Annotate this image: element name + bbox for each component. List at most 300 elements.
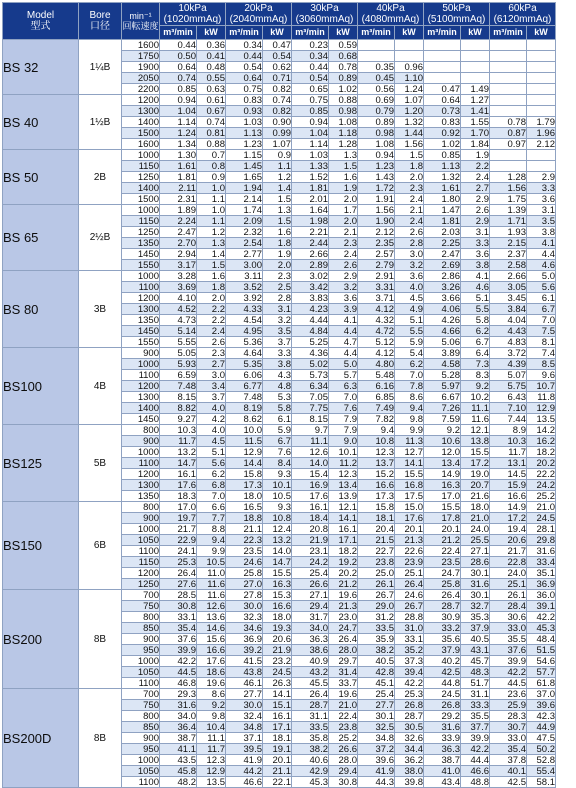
power-10kpa-cell: 1.0 [197,183,226,194]
power-20kpa-cell: 0.71 [263,73,292,84]
flow-40kpa-cell: 1.56 [358,205,395,216]
flow-60kpa-cell: 2.15 [490,238,527,249]
power-20kpa-cell: 4.8 [263,381,292,392]
flow-20kpa-cell: 14.4 [226,458,263,469]
power-20kpa-cell: 22.1 [263,777,292,788]
flow-20kpa-cell: 27.7 [226,689,263,700]
rpm-cell: 1000 [122,150,160,161]
power-30kpa-cell: 2.0 [329,194,358,205]
power-40kpa-cell: 39.8 [395,777,424,788]
power-40kpa-cell: 26.7 [395,601,424,612]
power-40kpa-cell: 6.2 [395,359,424,370]
flow-30kpa-cell: 1.98 [292,216,329,227]
power-20kpa-cell: 1.4 [263,183,292,194]
power-30kpa-cell: 1.3 [329,150,358,161]
bore-size: 8B [79,689,122,788]
power-40kpa-cell: 5.5 [395,326,424,337]
flow-60kpa-cell: 40.1 [490,766,527,777]
power-10kpa-cell: 9.4 [197,535,226,546]
flow-40kpa-cell: 27.7 [358,700,395,711]
power-40kpa-cell: 8.6 [395,392,424,403]
power-40kpa-cell: 7.0 [395,370,424,381]
power-20kpa-cell: 5.3 [263,392,292,403]
model-name: BS 40 [3,95,79,150]
flow-50kpa-cell: 2.03 [424,227,461,238]
flow-10kpa-cell: 13.2 [160,447,197,458]
power-40kpa-cell: 25.3 [395,689,424,700]
flow-60kpa-cell [490,95,527,106]
flow-40kpa-cell: 41.9 [358,766,395,777]
power-20kpa-cell: 14.1 [263,689,292,700]
rpm-cell: 1000 [122,656,160,667]
flow-30kpa-cell: 40.6 [292,755,329,766]
power-50kpa-cell: 2.9 [461,216,490,227]
flow-30kpa-cell: 0.44 [292,62,329,73]
flow-50kpa-cell: 0.85 [424,150,461,161]
flow-20kpa-cell: 5.36 [226,337,263,348]
table-row [3,205,556,216]
rpm-cell: 850 [122,623,160,634]
rpm-cell: 1000 [122,271,160,282]
power-30kpa-cell: 0.89 [329,73,358,84]
flow-20kpa-cell: 1.03 [226,117,263,128]
model-name: BS 65 [3,205,79,271]
flow-50kpa-cell: 2.25 [424,238,461,249]
power-40kpa-cell: 3.0 [395,249,424,260]
power-60kpa-cell: 11.8 [527,392,556,403]
flow-50kpa-cell: 7.59 [424,414,461,425]
flow-30kpa-cell: 9.7 [292,425,329,436]
power-30kpa-cell: 30.8 [329,777,358,788]
rpm-cell: 1250 [122,172,160,183]
flow-20kpa-cell: 16.5 [226,502,263,513]
flow-50kpa-cell: 20.1 [424,524,461,535]
table-row [3,271,556,282]
flow-40kpa-cell: 35.9 [358,634,395,645]
flow-60kpa-cell: 4.83 [490,337,527,348]
flow-60kpa-cell [490,84,527,95]
rpm-cell: 1100 [122,546,160,557]
power-20kpa-cell: 6.7 [263,436,292,447]
flow-50kpa-cell: 5.97 [424,381,461,392]
power-50kpa-cell [461,40,490,51]
power-40kpa-cell: 1.56 [395,139,424,150]
flow-50kpa-cell: 22.4 [424,546,461,557]
rpm-cell: 900 [122,634,160,645]
pressure-header-60kpa [490,3,556,26]
flow-50kpa-cell: 38.7 [424,755,461,766]
flow-30kpa-cell: 36.3 [292,634,329,645]
flow-60kpa-cell: 30.6 [490,612,527,623]
power-60kpa-cell [527,106,556,117]
power-10kpa-cell: 18.6 [197,667,226,678]
rpm-cell: 700 [122,689,160,700]
power-50kpa-cell: 8.3 [461,370,490,381]
power-60kpa-cell: 8.1 [527,337,556,348]
flow-20kpa-cell: 5.35 [226,359,263,370]
flow-50kpa-cell: 24.5 [424,689,461,700]
power-50kpa-cell: 11.1 [461,403,490,414]
power-50kpa-cell: 7.3 [461,359,490,370]
flow-30kpa-cell: 12.6 [292,447,329,458]
power-10kpa-cell: 12.6 [197,601,226,612]
power-30kpa-cell: 9.0 [329,436,358,447]
power-10kpa-cell: 9.8 [197,711,226,722]
power-30kpa-cell: 1.02 [329,84,358,95]
flow-30kpa-cell: 0.94 [292,117,329,128]
power-20kpa-cell: 0.62 [263,62,292,73]
flow-40kpa-cell: 7.49 [358,403,395,414]
flow-40kpa-cell: 1.91 [358,194,395,205]
pressure-header-20kpa [226,3,292,26]
flow-20kpa-cell: 0.44 [226,51,263,62]
power-10kpa-cell: 1.3 [197,238,226,249]
flow-40kpa-cell: 44.3 [358,777,395,788]
power-20kpa-cell: 0.99 [263,128,292,139]
flow-10kpa-cell: 43.5 [160,755,197,766]
power-20kpa-cell: 3.5 [263,326,292,337]
flow-50kpa-cell: 29.2 [424,711,461,722]
power-50kpa-cell: 10.2 [461,392,490,403]
rpm-cell: 1200 [122,381,160,392]
power-40kpa-cell: 30.5 [395,722,424,733]
flow-20kpa-cell: 4.33 [226,304,263,315]
power-50kpa-cell: 2.6 [461,205,490,216]
power-60kpa-cell: 48.4 [527,634,556,645]
flow-50kpa-cell: 1.47 [424,205,461,216]
power-40kpa-cell: 32.6 [395,733,424,744]
power-30kpa-cell: 21.3 [329,601,358,612]
pressure-kpa-label: 30kPa [310,3,339,14]
power-20kpa-cell: 18.0 [263,612,292,623]
flow-20kpa-cell: 22.3 [226,535,263,546]
power-60kpa-cell: 55.4 [527,766,556,777]
flow-50kpa-cell [424,51,461,62]
power-20kpa-cell: 0.54 [263,51,292,62]
power-50kpa-cell: 2.9 [461,194,490,205]
flow-60kpa-cell: 2.66 [490,271,527,282]
flow-20kpa-cell: 24.6 [226,557,263,568]
flow-30kpa-cell: 2.89 [292,260,329,271]
power-30kpa-cell: 11.2 [329,458,358,469]
power-30kpa-cell: 26.4 [329,634,358,645]
flow-30kpa-cell: 1.64 [292,205,329,216]
flow-50kpa-cell: 0.64 [424,95,461,106]
flow-60kpa-cell: 37.6 [490,645,527,656]
power-60kpa-cell: 2.12 [527,139,556,150]
power-40kpa-cell: 26.4 [395,579,424,590]
flow-30kpa-cell: 0.75 [292,95,329,106]
power-30kpa-cell: 12.3 [329,469,358,480]
flow-40kpa-cell: 33.5 [358,623,395,634]
power-40kpa-cell: 14.1 [395,458,424,469]
power-20kpa-cell: 23.2 [263,656,292,667]
power-20kpa-cell: 1.6 [263,227,292,238]
flow-60kpa-cell: 1.71 [490,216,527,227]
model-column-header [3,3,79,40]
power-50kpa-cell: 15.5 [461,447,490,458]
power-50kpa-cell: 1.84 [461,139,490,150]
power-60kpa-cell: 47.5 [527,733,556,744]
flow-20kpa-cell: 3.11 [226,271,263,282]
power-10kpa-cell: 2.6 [197,337,226,348]
flow-20kpa-cell: 6.77 [226,381,263,392]
power-10kpa-cell: 1.4 [197,249,226,260]
flow-10kpa-cell: 35.4 [160,623,197,634]
flow-20kpa-cell: 8.19 [226,403,263,414]
power-50kpa-cell: 51.7 [461,678,490,689]
flow-60kpa-cell: 28.3 [490,711,527,722]
power-60kpa-cell: 44.9 [527,722,556,733]
flow-50kpa-cell: 31.6 [424,722,461,733]
power-10kpa-cell: 11.6 [197,579,226,590]
power-30kpa-cell: 21.0 [329,700,358,711]
table-row [3,689,556,700]
flow-10kpa-cell: 2.31 [160,194,197,205]
flow-10kpa-cell: 2.94 [160,249,197,260]
rpm-cell: 1300 [122,304,160,315]
flow-60kpa-cell: 30.7 [490,722,527,733]
flow-30kpa-cell: 38.6 [292,645,329,656]
flow-60kpa-cell: 5.75 [490,381,527,392]
flow-50kpa-cell: 1.02 [424,139,461,150]
power-50kpa-cell: 17.2 [461,458,490,469]
power-30kpa-cell: 2.1 [329,227,358,238]
flow-50kpa-cell: 2.69 [424,260,461,271]
flow-30kpa-cell: 16.1 [292,502,329,513]
power-20kpa-cell: 0.47 [263,40,292,51]
flow-40kpa-cell: 15.2 [358,469,395,480]
power-50kpa-cell: 37.7 [461,722,490,733]
rpm-cell: 900 [122,348,160,359]
flow-40kpa-cell: 6.16 [358,381,395,392]
flow-60kpa-cell: 4.04 [490,315,527,326]
flow-10kpa-cell: 5.55 [160,337,197,348]
flow-10kpa-cell: 1.89 [160,205,197,216]
flow-50kpa-cell: 17.0 [424,491,461,502]
power-60kpa-cell: 29.8 [527,535,556,546]
flow-30kpa-cell: 40.9 [292,656,329,667]
flow-10kpa-cell: 48.2 [160,777,197,788]
flow-20kpa-cell: 1.23 [226,139,263,150]
power-unit-header: kW [395,26,424,40]
rpm-cell: 1000 [122,205,160,216]
flow-10kpa-cell: 5.14 [160,326,197,337]
flow-10kpa-cell: 3.69 [160,282,197,293]
flow-10kpa-cell: 21.7 [160,524,197,535]
rpm-cell: 1350 [122,315,160,326]
power-30kpa-cell: 17.1 [329,535,358,546]
flow-30kpa-cell: 0.23 [292,40,329,51]
power-30kpa-cell: 12.1 [329,502,358,513]
power-40kpa-cell: 9.8 [395,414,424,425]
flow-50kpa-cell: 16.3 [424,480,461,491]
flow-60kpa-cell: 23.6 [490,689,527,700]
power-30kpa-cell: 0.98 [329,106,358,117]
flow-10kpa-cell: 11.7 [160,436,197,447]
power-10kpa-cell: 1.0 [197,205,226,216]
rpm-cell: 1500 [122,194,160,205]
flow-40kpa-cell: 4.12 [358,304,395,315]
table-row [3,150,556,161]
flow-60kpa-cell: 33.0 [490,733,527,744]
flow-50kpa-cell: 1.80 [424,194,461,205]
flow-20kpa-cell: 46.6 [226,777,263,788]
power-20kpa-cell: 1.2 [263,172,292,183]
flow-20kpa-cell: 7.48 [226,392,263,403]
pressure-header-50kpa [424,3,490,26]
flow-60kpa-cell: 17.2 [490,513,527,524]
power-50kpa-cell: 5.8 [461,315,490,326]
flow-20kpa-cell: 4.95 [226,326,263,337]
power-20kpa-cell: 26.3 [263,678,292,689]
flow-10kpa-cell: 8.82 [160,403,197,414]
flow-30kpa-cell: 1.33 [292,161,329,172]
rpm-cell: 1900 [122,62,160,73]
flow-50kpa-cell: 1.32 [424,172,461,183]
power-40kpa-cell: 34.4 [395,744,424,755]
flow-10kpa-cell: 0.44 [160,40,197,51]
power-60kpa-cell: 51.5 [527,645,556,656]
rpm-cell: 1450 [122,414,160,425]
power-10kpa-cell: 11.0 [197,568,226,579]
power-20kpa-cell: 3.1 [263,304,292,315]
rpm-cell: 1550 [122,337,160,348]
power-50kpa-cell: 48.3 [461,667,490,678]
rpm-cell: 1100 [122,370,160,381]
power-20kpa-cell: 19.1 [263,744,292,755]
power-10kpa-cell: 2.2 [197,315,226,326]
power-50kpa-cell: 46.6 [461,766,490,777]
power-40kpa-cell: 1.32 [395,117,424,128]
flow-40kpa-cell: 38.2 [358,645,395,656]
rpm-cell: 700 [122,590,160,601]
power-50kpa-cell: 4.6 [461,282,490,293]
power-50kpa-cell: 6.2 [461,326,490,337]
flow-40kpa-cell: 6.85 [358,392,395,403]
flow-60kpa-cell: 26.1 [490,590,527,601]
power-30kpa-cell: 0.88 [329,95,358,106]
rpm-cell: 1200 [122,568,160,579]
flow-40kpa-cell: 7.82 [358,414,395,425]
power-20kpa-cell: 1.07 [263,139,292,150]
table-row [3,425,556,436]
power-40kpa-cell: 1.20 [395,106,424,117]
power-10kpa-cell: 11.7 [197,744,226,755]
power-60kpa-cell: 28.1 [527,524,556,535]
flow-20kpa-cell: 27.0 [226,579,263,590]
flow-10kpa-cell: 45.8 [160,766,197,777]
flow-40kpa-cell: 0.98 [358,128,395,139]
power-20kpa-cell: 10.8 [263,513,292,524]
flow-60kpa-cell: 25.9 [490,700,527,711]
pressure-mmaq-label: (3060mmAq) [295,14,354,25]
power-50kpa-cell: 45.7 [461,656,490,667]
flow-40kpa-cell: 0.89 [358,117,395,128]
flow-10kpa-cell: 16.1 [160,469,197,480]
rpm-cell: 950 [122,744,160,755]
power-30kpa-cell: 18.2 [329,546,358,557]
flow-30kpa-cell: 20.8 [292,524,329,535]
flow-20kpa-cell: 4.54 [226,315,263,326]
power-40kpa-cell: 23.9 [395,557,424,568]
flow-60kpa-cell: 13.1 [490,458,527,469]
flow-20kpa-cell: 32.4 [226,711,263,722]
power-60kpa-cell: 3.5 [527,216,556,227]
power-20kpa-cell: 14.0 [263,546,292,557]
model-name: BS125 [3,425,79,502]
power-10kpa-cell: 14.6 [197,623,226,634]
power-60kpa-cell: 54.6 [527,656,556,667]
flow-10kpa-cell: 36.4 [160,722,197,733]
power-40kpa-cell: 42.2 [395,678,424,689]
flow-50kpa-cell: 12.0 [424,447,461,458]
power-10kpa-cell: 4.0 [197,425,226,436]
power-40kpa-cell: 17.5 [395,491,424,502]
power-10kpa-cell: 6.8 [197,480,226,491]
power-20kpa-cell: 10.5 [263,491,292,502]
power-30kpa-cell: 20.2 [329,568,358,579]
power-20kpa-cell: 15.5 [263,568,292,579]
power-40kpa-cell: 1.8 [395,161,424,172]
power-30kpa-cell: 19.6 [329,689,358,700]
flow-30kpa-cell: 24.2 [292,557,329,568]
power-10kpa-cell: 0.74 [197,117,226,128]
flow-40kpa-cell: 0.45 [358,73,395,84]
flow-40kpa-cell: 12.3 [358,447,395,458]
power-50kpa-cell [461,73,490,84]
flow-60kpa-cell [490,106,527,117]
power-20kpa-cell: 19.3 [263,623,292,634]
flow-40kpa-cell: 25.0 [358,568,395,579]
flow-20kpa-cell: 41.9 [226,755,263,766]
power-60kpa-cell: 20.2 [527,458,556,469]
flow-40kpa-cell: 4.80 [358,359,395,370]
flow-30kpa-cell: 5.25 [292,337,329,348]
power-20kpa-cell: 3.3 [263,348,292,359]
flow-40kpa-cell: 39.6 [358,755,395,766]
power-20kpa-cell: 0.82 [263,84,292,95]
power-20kpa-cell: 0.9 [263,150,292,161]
flow-50kpa-cell: 10.6 [424,436,461,447]
flow-10kpa-cell: 5.05 [160,348,197,359]
bore-size: 3B [79,271,122,348]
flow-50kpa-cell: 4.58 [424,359,461,370]
flow-40kpa-cell: 0.69 [358,95,395,106]
power-40kpa-cell: 12.7 [395,447,424,458]
power-40kpa-cell: 5.4 [395,348,424,359]
flow-40kpa-cell: 20.4 [358,524,395,535]
power-40kpa-cell: 3.2 [395,260,424,271]
model-name: BS 50 [3,150,79,205]
rpm-cell: 1200 [122,95,160,106]
power-10kpa-cell: 0.41 [197,51,226,62]
table-row [3,348,556,359]
flow-50kpa-cell: 3.89 [424,348,461,359]
flow-10kpa-cell: 18.3 [160,491,197,502]
flow-10kpa-cell: 30.8 [160,601,197,612]
flow-50kpa-cell: 2.86 [424,271,461,282]
power-50kpa-cell: 21.6 [461,491,490,502]
pressure-mmaq-label: (5100mmAq) [427,14,486,25]
flow-50kpa-cell: 21.2 [424,535,461,546]
flow-60kpa-cell: 7.44 [490,414,527,425]
rpm-cell: 1500 [122,128,160,139]
power-60kpa-cell: 39.1 [527,601,556,612]
power-10kpa-cell: 15.6 [197,634,226,645]
power-50kpa-cell: 30.1 [461,590,490,601]
flow-30kpa-cell: 21.9 [292,535,329,546]
